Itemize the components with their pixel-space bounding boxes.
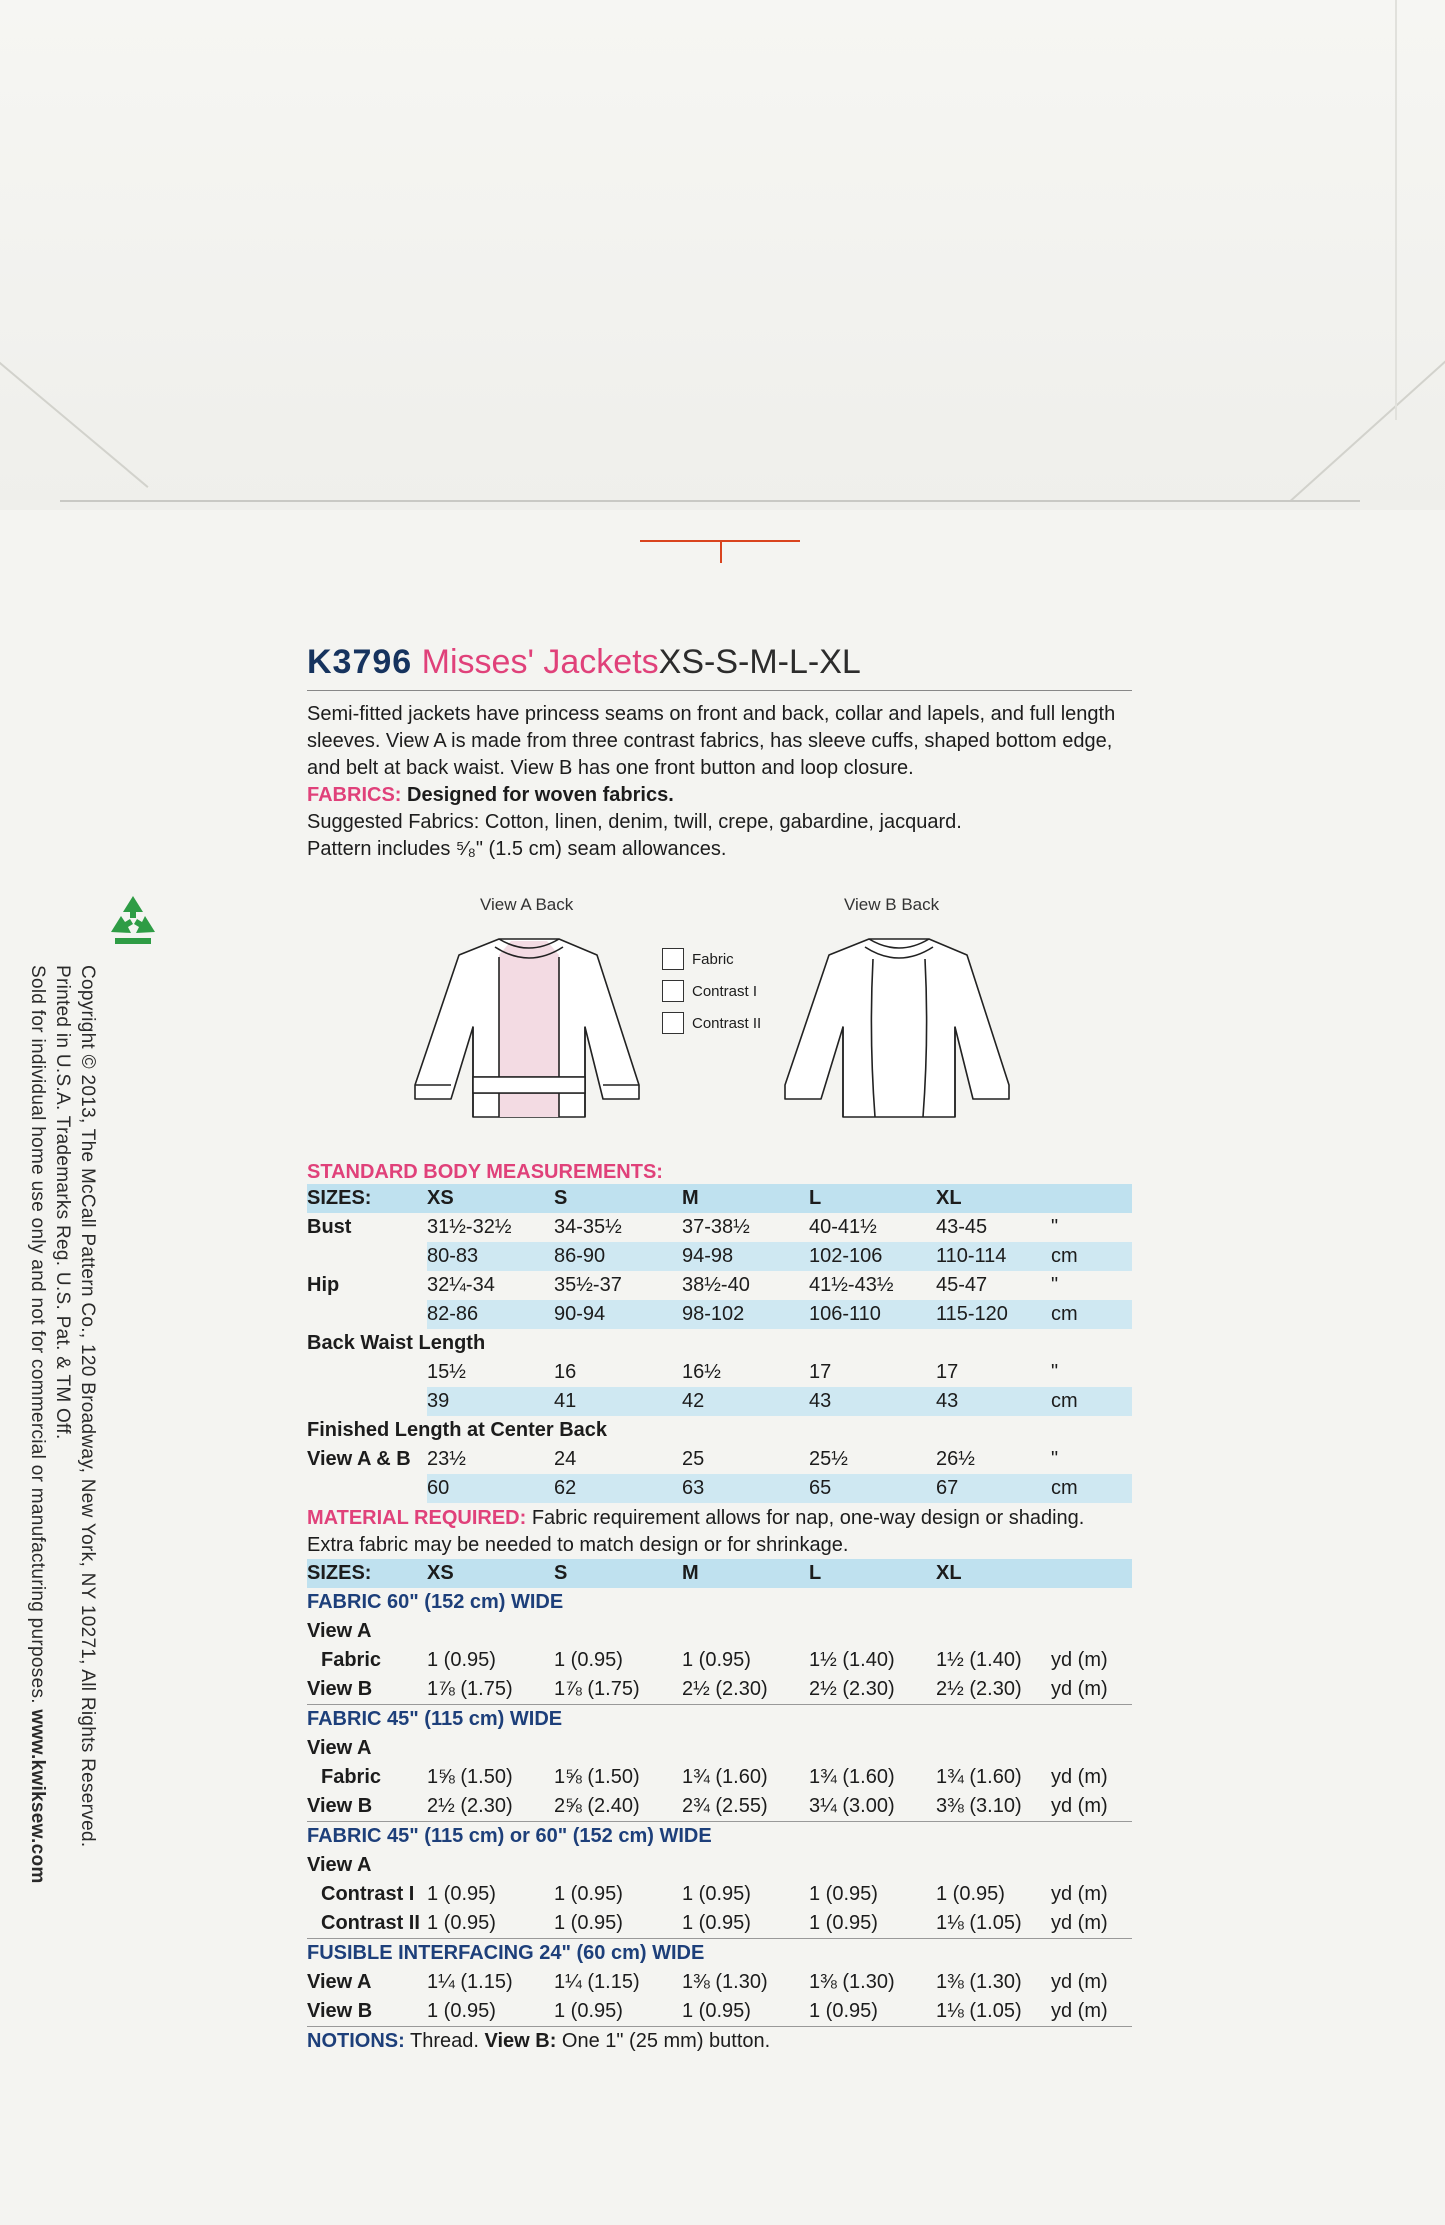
cell: 35½-37 bbox=[554, 1274, 622, 1296]
measurements-heading: STANDARD BODY MEASUREMENTS: bbox=[307, 1161, 663, 1183]
sizes-label: SIZES: bbox=[307, 1184, 427, 1213]
cell: 1⅜ (1.30) bbox=[936, 1971, 1022, 1993]
section-heading-row bbox=[307, 1939, 1132, 1969]
cell: 39 bbox=[427, 1387, 554, 1416]
flap-edge bbox=[1395, 0, 1397, 420]
row-label: Contrast I bbox=[321, 1883, 415, 1905]
f45-view-a-row bbox=[307, 1763, 1132, 1792]
cell: 2½ (2.30) bbox=[809, 1678, 895, 1700]
envelope-flap bbox=[0, 0, 1445, 510]
cell: 1¾ (1.60) bbox=[682, 1766, 768, 1788]
title-rule bbox=[307, 690, 1132, 691]
row-label: Finished Length at Center Back bbox=[307, 1419, 608, 1441]
view-a-label: View A bbox=[307, 1737, 372, 1759]
cell: 43 bbox=[936, 1387, 1051, 1416]
cell: 1 (0.95) bbox=[809, 1912, 878, 1934]
cell: 65 bbox=[809, 1474, 936, 1503]
cell: 41 bbox=[554, 1387, 682, 1416]
notions-row bbox=[307, 2027, 1132, 2057]
view-b-jacket-illustration bbox=[777, 917, 1017, 1122]
cell: 2¾ (2.55) bbox=[682, 1795, 768, 1817]
legend-item bbox=[662, 943, 761, 975]
cell: 37-38½ bbox=[682, 1216, 750, 1238]
cell: 1 (0.95) bbox=[554, 1649, 623, 1671]
cell: 41½-43½ bbox=[809, 1274, 894, 1296]
unit: " bbox=[1051, 1216, 1059, 1238]
cell: 1¾ (1.60) bbox=[809, 1766, 895, 1788]
contrast-i-swatch bbox=[662, 980, 684, 1002]
pattern-info bbox=[307, 640, 1132, 2056]
fl-in-row bbox=[307, 1445, 1132, 1474]
row-label: View A bbox=[307, 1971, 372, 1993]
legend-label: Contrast II bbox=[692, 1014, 762, 1032]
cell: 38½-40 bbox=[682, 1274, 750, 1296]
row-label: Contrast II bbox=[321, 1912, 420, 1934]
cell: 23½ bbox=[427, 1448, 466, 1470]
cell: 98-102 bbox=[682, 1300, 809, 1329]
cell: 25½ bbox=[809, 1448, 848, 1470]
cell: 102-106 bbox=[809, 1242, 936, 1271]
section-heading-row bbox=[307, 1705, 1132, 1735]
yardage-table bbox=[307, 1559, 1132, 2056]
pattern-title bbox=[307, 640, 1132, 684]
cell: 2½ (2.30) bbox=[427, 1795, 513, 1817]
cell: 1¾ (1.60) bbox=[936, 1766, 1022, 1788]
pattern-name: Misses' Jackets bbox=[421, 643, 659, 681]
notions bbox=[307, 2027, 1132, 2057]
legend-label: Contrast I bbox=[692, 982, 758, 1000]
section-heading-row bbox=[307, 1588, 1132, 1617]
f60-view-a-row bbox=[307, 1646, 1132, 1675]
legend-label: Fabric bbox=[692, 950, 734, 968]
cell: 2½ (2.30) bbox=[936, 1678, 1022, 1700]
cell: 3¼ (3.00) bbox=[809, 1795, 895, 1817]
unit: " bbox=[1051, 1361, 1059, 1383]
view-heading-row bbox=[307, 1734, 1132, 1763]
unit-col bbox=[1051, 1184, 1132, 1213]
cell: 1⅝ (1.50) bbox=[554, 1766, 640, 1788]
cell: 1½ (1.40) bbox=[809, 1649, 895, 1671]
cell: 43 bbox=[809, 1387, 936, 1416]
fus-view-a-row bbox=[307, 1968, 1132, 1997]
unit: cm bbox=[1051, 1387, 1132, 1416]
cell: 1⅝ (1.50) bbox=[427, 1766, 513, 1788]
cell: 1 (0.95) bbox=[682, 1883, 751, 1905]
view-a-jacket-illustration bbox=[407, 917, 647, 1122]
unit: cm bbox=[1051, 1300, 1132, 1329]
row-label: Fabric bbox=[321, 1649, 382, 1671]
cell: 60 bbox=[427, 1474, 554, 1503]
fabrics-value: Designed for woven fabrics. bbox=[407, 784, 674, 806]
size-col: M bbox=[682, 1184, 809, 1213]
unit: yd (m) bbox=[1051, 1795, 1108, 1817]
size-col: XS bbox=[427, 1559, 554, 1588]
cell: 94-98 bbox=[682, 1242, 809, 1271]
cell: 1 (0.95) bbox=[554, 2000, 623, 2022]
cell: 42 bbox=[682, 1387, 809, 1416]
sizes-label: SIZES: bbox=[307, 1559, 427, 1588]
section-heading-row bbox=[307, 1822, 1132, 1852]
material-required bbox=[307, 1505, 1132, 1559]
view-a-label: View A bbox=[307, 1620, 372, 1642]
cell: 62 bbox=[554, 1474, 682, 1503]
cell: 25 bbox=[682, 1448, 705, 1470]
notions-label: NOTIONS: bbox=[307, 2030, 405, 2052]
cell: 1 (0.95) bbox=[554, 1912, 623, 1934]
cell: 2½ (2.30) bbox=[682, 1678, 768, 1700]
fabric-both-heading: FABRIC 45" (115 cm) or 60" (152 cm) WIDE bbox=[307, 1822, 1132, 1852]
view-a-label: View A bbox=[307, 1854, 372, 1876]
material-label: MATERIAL REQUIRED: bbox=[307, 1507, 527, 1529]
cell: 1¼ (1.15) bbox=[427, 1971, 513, 1993]
registration-tick bbox=[720, 541, 722, 563]
unit: " bbox=[1051, 1274, 1059, 1296]
interfacing-heading: FUSIBLE INTERFACING 24" (60 cm) WIDE bbox=[307, 1939, 1132, 1969]
unit: yd (m) bbox=[1051, 1912, 1108, 1934]
view-b-label: View B Back bbox=[844, 895, 940, 914]
cell: 31½-32½ bbox=[427, 1216, 512, 1238]
cell: 67 bbox=[936, 1474, 1051, 1503]
size-col: S bbox=[554, 1184, 682, 1213]
spacer bbox=[307, 1387, 427, 1416]
cell: 1 (0.95) bbox=[554, 1883, 623, 1905]
cell: 1½ (1.40) bbox=[936, 1649, 1022, 1671]
back-waist-heading-row bbox=[307, 1329, 1132, 1358]
contrast-i-row bbox=[307, 1880, 1132, 1909]
cell: 34-35½ bbox=[554, 1216, 622, 1238]
cell: 115-120 bbox=[936, 1300, 1051, 1329]
cell: 90-94 bbox=[554, 1300, 682, 1329]
row-label: View A & B bbox=[307, 1448, 411, 1470]
cell: 1 (0.95) bbox=[427, 1912, 496, 1934]
row-label: Bust bbox=[307, 1216, 352, 1238]
row-label: View B bbox=[307, 1678, 373, 1700]
cell: 17 bbox=[936, 1361, 959, 1383]
row-label: View B bbox=[307, 2000, 373, 2022]
unit: yd (m) bbox=[1051, 1766, 1108, 1788]
cell: 1 (0.95) bbox=[427, 1649, 496, 1671]
legend bbox=[662, 943, 761, 1039]
sizes-header-row bbox=[307, 1559, 1132, 1588]
hip-in-row bbox=[307, 1271, 1132, 1300]
cell: 1¼ (1.15) bbox=[554, 1971, 640, 1993]
unit: yd (m) bbox=[1051, 1883, 1108, 1905]
cell: 3⅜ (3.10) bbox=[936, 1795, 1022, 1817]
bw-in-row bbox=[307, 1358, 1132, 1387]
cell: 80-83 bbox=[427, 1242, 554, 1271]
spacer bbox=[307, 1358, 427, 1387]
cell: 15½ bbox=[427, 1361, 466, 1383]
printed-line: Printed in U.S.A. Trademarks Reg. U.S. Pat. & TM Off. bbox=[52, 965, 73, 1440]
cell: 17 bbox=[809, 1361, 832, 1383]
seam-allowance: Pattern includes ⁵⁄₈" (1.5 cm) seam allowances. bbox=[307, 838, 727, 860]
cell: 86-90 bbox=[554, 1242, 682, 1271]
size-col: L bbox=[809, 1184, 936, 1213]
flap-line bbox=[60, 500, 1360, 502]
unit: yd (m) bbox=[1051, 1649, 1108, 1671]
recycle-icon bbox=[103, 892, 163, 952]
cell: 1 (0.95) bbox=[682, 1649, 751, 1671]
size-col: L bbox=[809, 1559, 936, 1588]
cell: 16½ bbox=[682, 1361, 721, 1383]
f45-view-b-row bbox=[307, 1792, 1132, 1822]
sold-text: Sold for individual home use only and not for commercial or manufacturing purposes. bbox=[27, 965, 48, 1704]
fl-cm-row bbox=[307, 1474, 1132, 1503]
cell: 1⅛ (1.05) bbox=[936, 1912, 1022, 1934]
contrast-ii-row bbox=[307, 1909, 1132, 1939]
cell: 1⅜ (1.30) bbox=[682, 1971, 768, 1993]
cell: 1 (0.95) bbox=[427, 1883, 496, 1905]
cell: 43-45 bbox=[936, 1216, 988, 1238]
cell: 1⅞ (1.75) bbox=[427, 1678, 513, 1700]
spacer bbox=[307, 1300, 427, 1329]
unit: yd (m) bbox=[1051, 2000, 1108, 2022]
notions-text-2: One 1" (25 mm) button. bbox=[561, 2030, 771, 2052]
size-col: XS bbox=[427, 1184, 554, 1213]
bust-cm-row bbox=[307, 1242, 1132, 1271]
notions-text-1: Thread. bbox=[409, 2030, 479, 2052]
unit: " bbox=[1051, 1448, 1059, 1470]
cell: 82-86 bbox=[427, 1300, 554, 1329]
website-link[interactable]: www.kwiksew.com bbox=[27, 1709, 48, 1884]
cell: 1 (0.95) bbox=[682, 1912, 751, 1934]
bw-cm-row bbox=[307, 1387, 1132, 1416]
cell: 1 (0.95) bbox=[682, 2000, 751, 2022]
size-col: M bbox=[682, 1559, 809, 1588]
view-heading-row bbox=[307, 1851, 1132, 1880]
material-text: Fabric requirement allows for nap, one-way design or shading. Extra fabric may be needed to match design or for shrinkage. bbox=[307, 1507, 1085, 1556]
cell: 1 (0.95) bbox=[936, 1883, 1005, 1905]
fus-view-b-row bbox=[307, 1997, 1132, 2027]
legend-item bbox=[662, 975, 761, 1007]
cell: 1 (0.95) bbox=[809, 2000, 878, 2022]
unit: cm bbox=[1051, 1474, 1132, 1503]
cell: 32¼-34 bbox=[427, 1274, 495, 1296]
fabric-60-heading: FABRIC 60" (152 cm) WIDE bbox=[307, 1591, 564, 1613]
spacer bbox=[307, 1474, 427, 1503]
legend-item bbox=[662, 1007, 761, 1039]
unit: cm bbox=[1051, 1242, 1132, 1271]
view-a-label: View A Back bbox=[480, 895, 574, 914]
view-heading-row bbox=[307, 1617, 1132, 1646]
cell: 24 bbox=[554, 1448, 577, 1470]
row-label: Back Waist Length bbox=[307, 1332, 486, 1354]
unit: yd (m) bbox=[1051, 1971, 1108, 1993]
cell: 26½ bbox=[936, 1448, 975, 1470]
copyright-line: Copyright © 2013, The McCall Pattern Co., 120 Broadway, New York, NY 10271, All Rights Reserved. bbox=[77, 965, 98, 1848]
finished-heading-row bbox=[307, 1416, 1132, 1445]
sold-line bbox=[25, 965, 50, 1965]
row-label: Fabric bbox=[321, 1766, 382, 1788]
row-label: Hip bbox=[307, 1274, 340, 1296]
pattern-code: K3796 bbox=[307, 643, 413, 681]
sizes-header-row bbox=[307, 1184, 1132, 1213]
size-col: S bbox=[554, 1559, 682, 1588]
fabric-45-heading: FABRIC 45" (115 cm) WIDE bbox=[307, 1705, 1132, 1735]
spacer bbox=[307, 1242, 427, 1271]
cell: 1⅜ (1.30) bbox=[809, 1971, 895, 1993]
cell: 40-41½ bbox=[809, 1216, 877, 1238]
cell: 16 bbox=[554, 1361, 577, 1383]
cell: 1 (0.95) bbox=[809, 1883, 878, 1905]
fabrics-label: FABRICS: bbox=[307, 784, 402, 806]
cell: 106-110 bbox=[809, 1300, 936, 1329]
description: Semi-fitted jackets have princess seams on front and back, collar and lapels, and full length sleeves. View A is made from three contrast fabrics, has sleeve cuffs, shaped bottom edge, and belt at back waist. View B has one front button and loop closure. bbox=[307, 703, 1116, 779]
view-drawings bbox=[307, 895, 1132, 1155]
cell: 63 bbox=[682, 1474, 809, 1503]
pattern-sizes: XS-S-M-L-XL bbox=[658, 643, 861, 681]
unit-col bbox=[1051, 1559, 1132, 1588]
suggested-fabrics: Suggested Fabrics: Cotton, linen, denim, twill, crepe, gabardine, jacquard. bbox=[307, 811, 962, 833]
fabrics-line bbox=[307, 782, 1132, 809]
size-col: XL bbox=[936, 1559, 1051, 1588]
cell: 2⅝ (2.40) bbox=[554, 1795, 640, 1817]
notions-view-b: View B: bbox=[484, 2030, 557, 2052]
row-label: View B bbox=[307, 1795, 373, 1817]
body-measurements-table bbox=[307, 1184, 1132, 1503]
size-col: XL bbox=[936, 1184, 1051, 1213]
cell: 1 (0.95) bbox=[427, 2000, 496, 2022]
cell: 110-114 bbox=[936, 1242, 1051, 1271]
copyright-block bbox=[25, 965, 100, 1965]
cell: 45-47 bbox=[936, 1274, 988, 1296]
unit: yd (m) bbox=[1051, 1678, 1108, 1700]
f60-view-b-row bbox=[307, 1675, 1132, 1705]
contrast-ii-swatch bbox=[662, 1012, 684, 1034]
cell: 1⅞ (1.75) bbox=[554, 1678, 640, 1700]
bust-in-row bbox=[307, 1213, 1132, 1242]
cell: 1⅛ (1.05) bbox=[936, 2000, 1022, 2022]
fabric-swatch bbox=[662, 948, 684, 970]
hip-cm-row bbox=[307, 1300, 1132, 1329]
